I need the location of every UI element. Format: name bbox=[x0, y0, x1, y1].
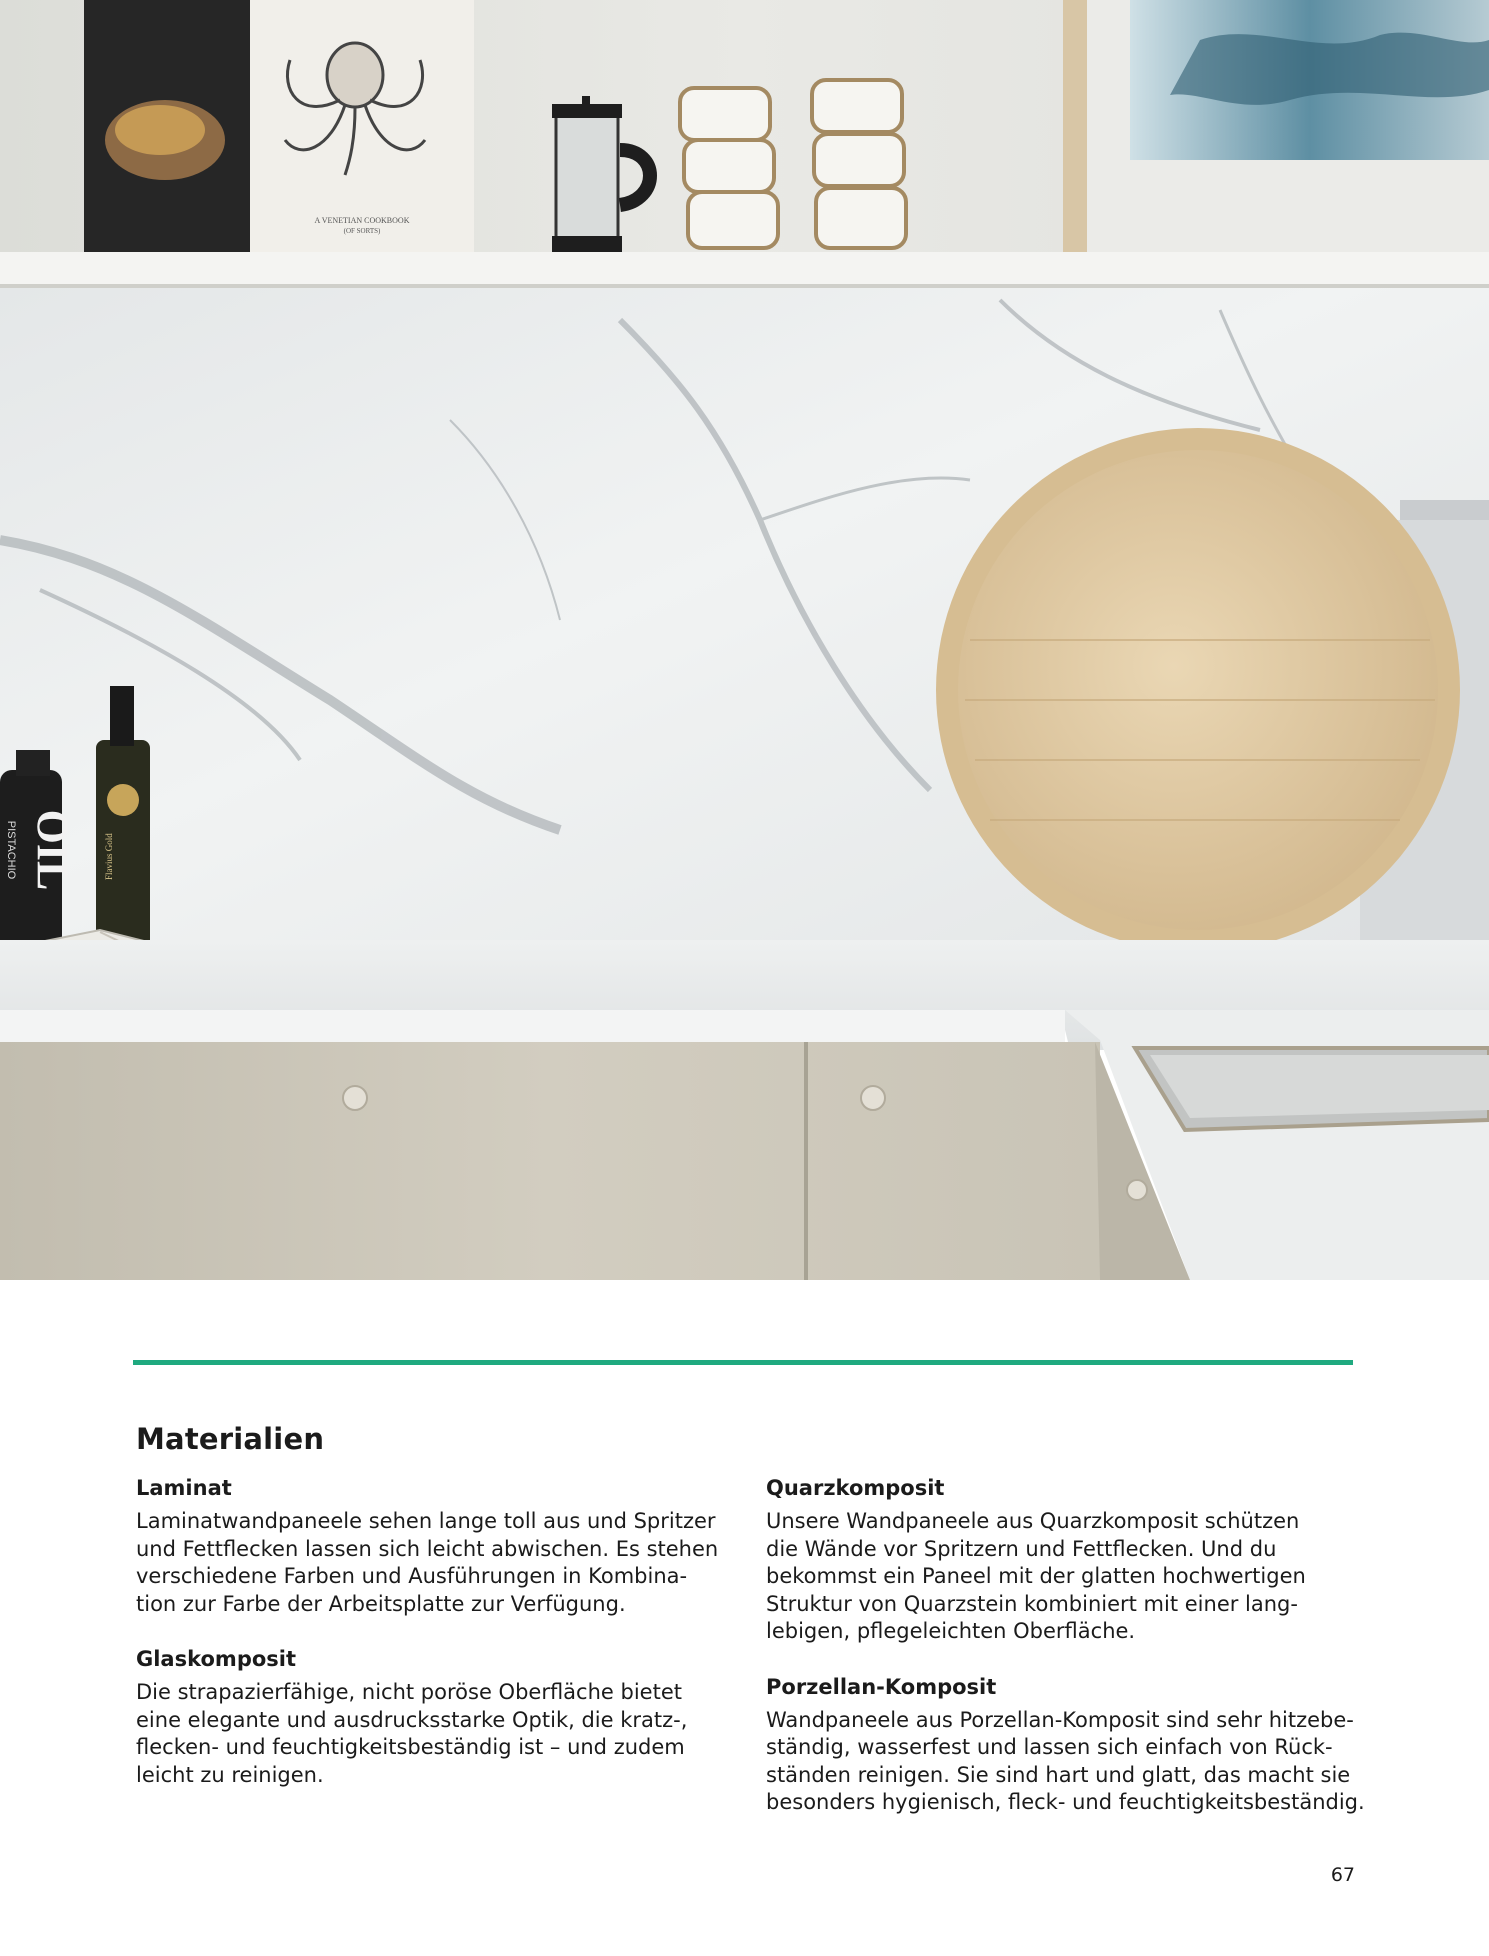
text-line: die Wände vor Spritzern und Fettflecken. Und du bbox=[766, 1536, 1277, 1561]
cookbook-subtitle: (OF SORTS) bbox=[343, 227, 381, 235]
material-glaskomposit bbox=[136, 1645, 736, 1789]
material-description bbox=[136, 1508, 736, 1618]
text-line: Laminatwandpaneele sehen lange toll aus und Spritzer bbox=[136, 1509, 716, 1533]
text-line: lebigen, pflegeleichten Oberfläche. bbox=[766, 1619, 1136, 1643]
text-line: Unsere Wandpaneele aus Quarzkomposit schützen bbox=[766, 1509, 1300, 1533]
text-line: besonders hygienisch, fleck- und feuchtigkeitsbeständig. bbox=[766, 1790, 1365, 1814]
text-line: ständig, wasserfest und lassen sich einfach von Rück- bbox=[766, 1735, 1333, 1759]
text-line: und Fettflecken lassen sich leicht abwischen. Es stehen bbox=[136, 1536, 719, 1561]
right-column bbox=[766, 1474, 1366, 1844]
text-line: Wandpaneele aus Porzellan-Komposit sind sehr hitzebe- bbox=[766, 1707, 1354, 1732]
text-line: flecken- und feuchtigkeitsbeständig ist – und zudem bbox=[136, 1735, 685, 1759]
text-line: verschiedene Farben und Ausführungen in Kombina- bbox=[136, 1564, 688, 1588]
material-laminat bbox=[136, 1474, 736, 1618]
material-title: Quarzkomposit bbox=[766, 1476, 945, 1500]
material-title: Laminat bbox=[136, 1476, 232, 1500]
left-column bbox=[136, 1474, 736, 1816]
bottle-gold-label: Flavius Gold bbox=[104, 833, 114, 880]
bottle-oil-label: OIL bbox=[28, 809, 77, 891]
section-heading: Materialien bbox=[136, 1422, 325, 1456]
material-title: Glaskomposit bbox=[136, 1647, 297, 1671]
material-description bbox=[136, 1679, 736, 1789]
text-line: tion zur Farbe der Arbeitsplatte zur Verfügung. bbox=[136, 1591, 626, 1616]
material-porzellan-komposit bbox=[766, 1673, 1366, 1817]
material-title: Porzellan-Komposit bbox=[766, 1674, 997, 1699]
material-description bbox=[766, 1707, 1366, 1817]
text-line: Struktur von Quarzstein kombiniert mit einer lang- bbox=[766, 1591, 1298, 1616]
text-line: eine elegante und ausdrucksstarke Optik, die kratz-, bbox=[136, 1707, 688, 1732]
text-line: leicht zu reinigen. bbox=[136, 1762, 324, 1787]
section-divider bbox=[133, 1360, 1353, 1365]
text-line: bekommst ein Paneel mit der glatten hochwertigen bbox=[766, 1564, 1306, 1588]
bottle-pistachio-label: PISTACHIO bbox=[5, 820, 17, 880]
material-quarzkomposit bbox=[766, 1474, 1366, 1646]
text-line: Die strapazierfähige, nicht poröse Oberfläche bietet bbox=[136, 1680, 682, 1704]
text-line: ständen reinigen. Sie sind hart und glatt, das macht sie bbox=[766, 1762, 1351, 1787]
page-number: 67 bbox=[1330, 1864, 1355, 1886]
material-description bbox=[766, 1508, 1366, 1646]
cookbook-title: A VENETIAN COOKBOOK bbox=[314, 216, 410, 225]
